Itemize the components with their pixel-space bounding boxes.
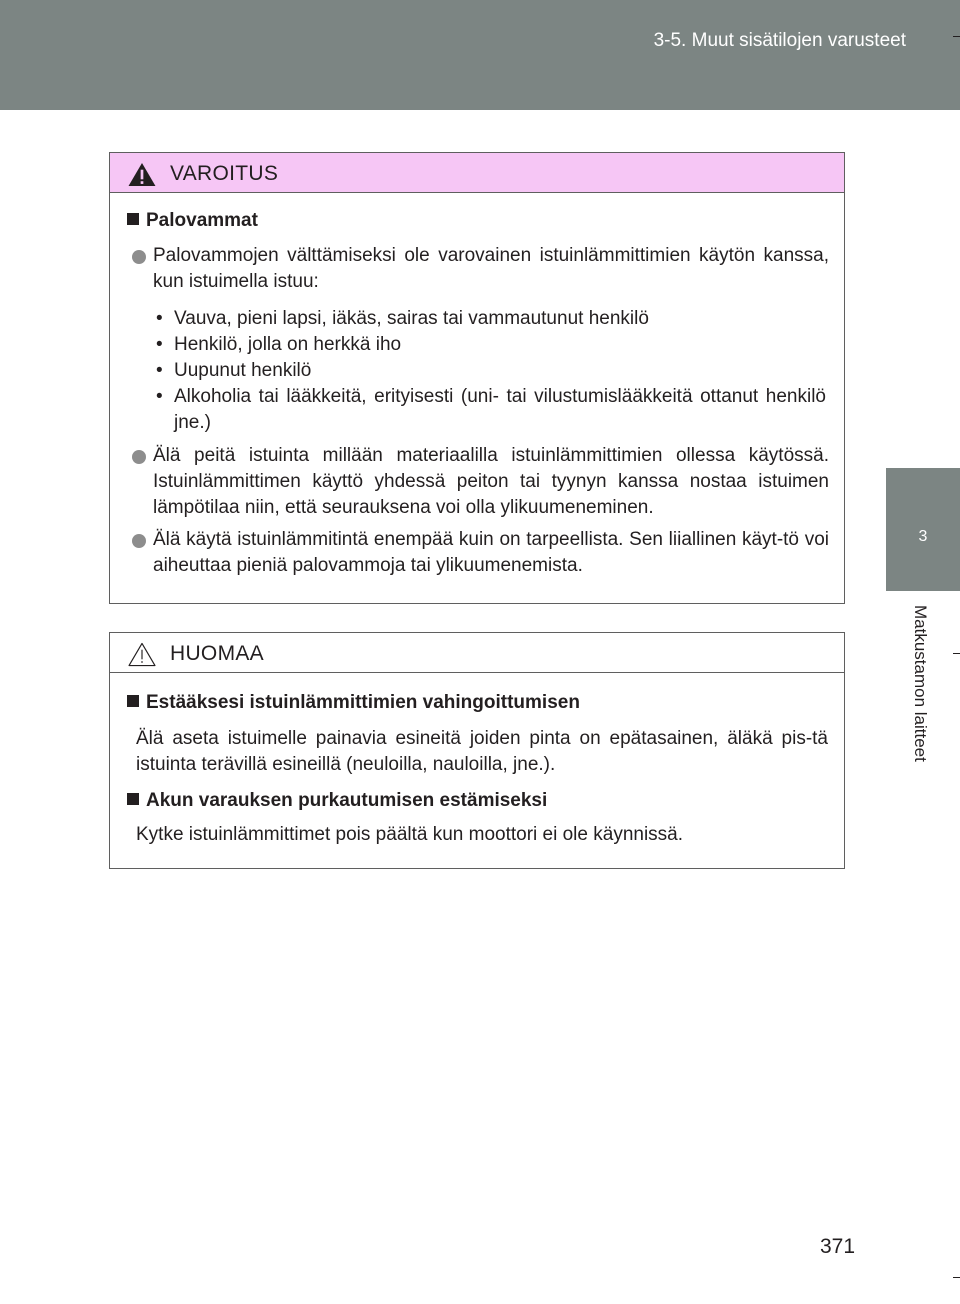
- warning-item: Älä peitä istuinta millään materiaalilla istuinlämmittimien ollessa käytössä. Istuinlämmittimen käyttö yhdessä peiton tai tyynyn kanssa nostaa istuimen lämpötilaa niin, että seurauksena voi olla ylikuumeneminen.: [153, 445, 829, 518]
- round-bullet-icon: [132, 534, 146, 548]
- caution-triangle-icon: [127, 642, 157, 667]
- warning-item: Älä käytä istuinlämmitintä enempää kuin on tarpeellista. Sen liiallinen käyt-tö voi aiheuttaa pieniä palovammoja tai ylikuumenemista.: [153, 529, 829, 576]
- chapter-label: Matkustamon laitteet: [911, 605, 930, 762]
- round-bullet-icon: [132, 250, 146, 264]
- warning-box: [109, 152, 845, 604]
- list-item: • Vauva, pieni lapsi, iäkäs, sairas tai vammautunut henkilö: [156, 306, 826, 332]
- chapter-number: 3: [918, 528, 928, 545]
- notice-title: HUOMAA: [170, 642, 264, 665]
- notice-text: Kytke istuinlämmittimet pois päältä kun moottori ei ole käynnissä.: [136, 824, 684, 845]
- warning-header: [110, 153, 844, 193]
- list-item: • Henkilö, jolla on herkkä iho: [156, 332, 826, 358]
- notice-header: [110, 633, 844, 673]
- warning-heading: Palovammat: [127, 210, 258, 232]
- crop-mark: [953, 36, 960, 37]
- notice-text: Älä aseta istuimelle painavia esineitä joiden pinta on epätasainen, äläkä pis-tä istuinta terävillä esineillä (neuloilla, nauloilla, jne.).: [136, 728, 828, 775]
- square-bullet-icon: [127, 793, 139, 805]
- crop-mark: [953, 1277, 960, 1278]
- section-title: 3-5. Muut sisätilojen varusteet: [653, 30, 906, 51]
- list-item: • Alkoholia tai lääkkeitä, erityisesti (uni- tai vilustumislääkkeitä ottanut henkilö jne.): [156, 384, 826, 436]
- warning-item: Palovammojen välttämiseksi ole varovainen istuinlämmittimien käytön kanssa, kun istuimella istuu:: [153, 245, 829, 292]
- notice-heading: Akun varauksen purkautumisen estämiseksi: [127, 790, 547, 812]
- chapter-tab: [886, 468, 960, 591]
- warning-triangle-icon: [127, 162, 157, 187]
- crop-mark: [953, 653, 960, 654]
- page-number: 371: [820, 1235, 856, 1258]
- bullet-list: [156, 306, 826, 436]
- notice-heading: Estääksesi istuinlämmittimien vahingoittumisen: [127, 692, 580, 714]
- round-bullet-icon: [132, 450, 146, 464]
- list-item: • Uupunut henkilö: [156, 358, 826, 384]
- page-header: [0, 0, 960, 110]
- notice-box: [109, 632, 845, 869]
- square-bullet-icon: [127, 213, 139, 225]
- square-bullet-icon: [127, 695, 139, 707]
- warning-title: VAROITUS: [170, 162, 279, 185]
